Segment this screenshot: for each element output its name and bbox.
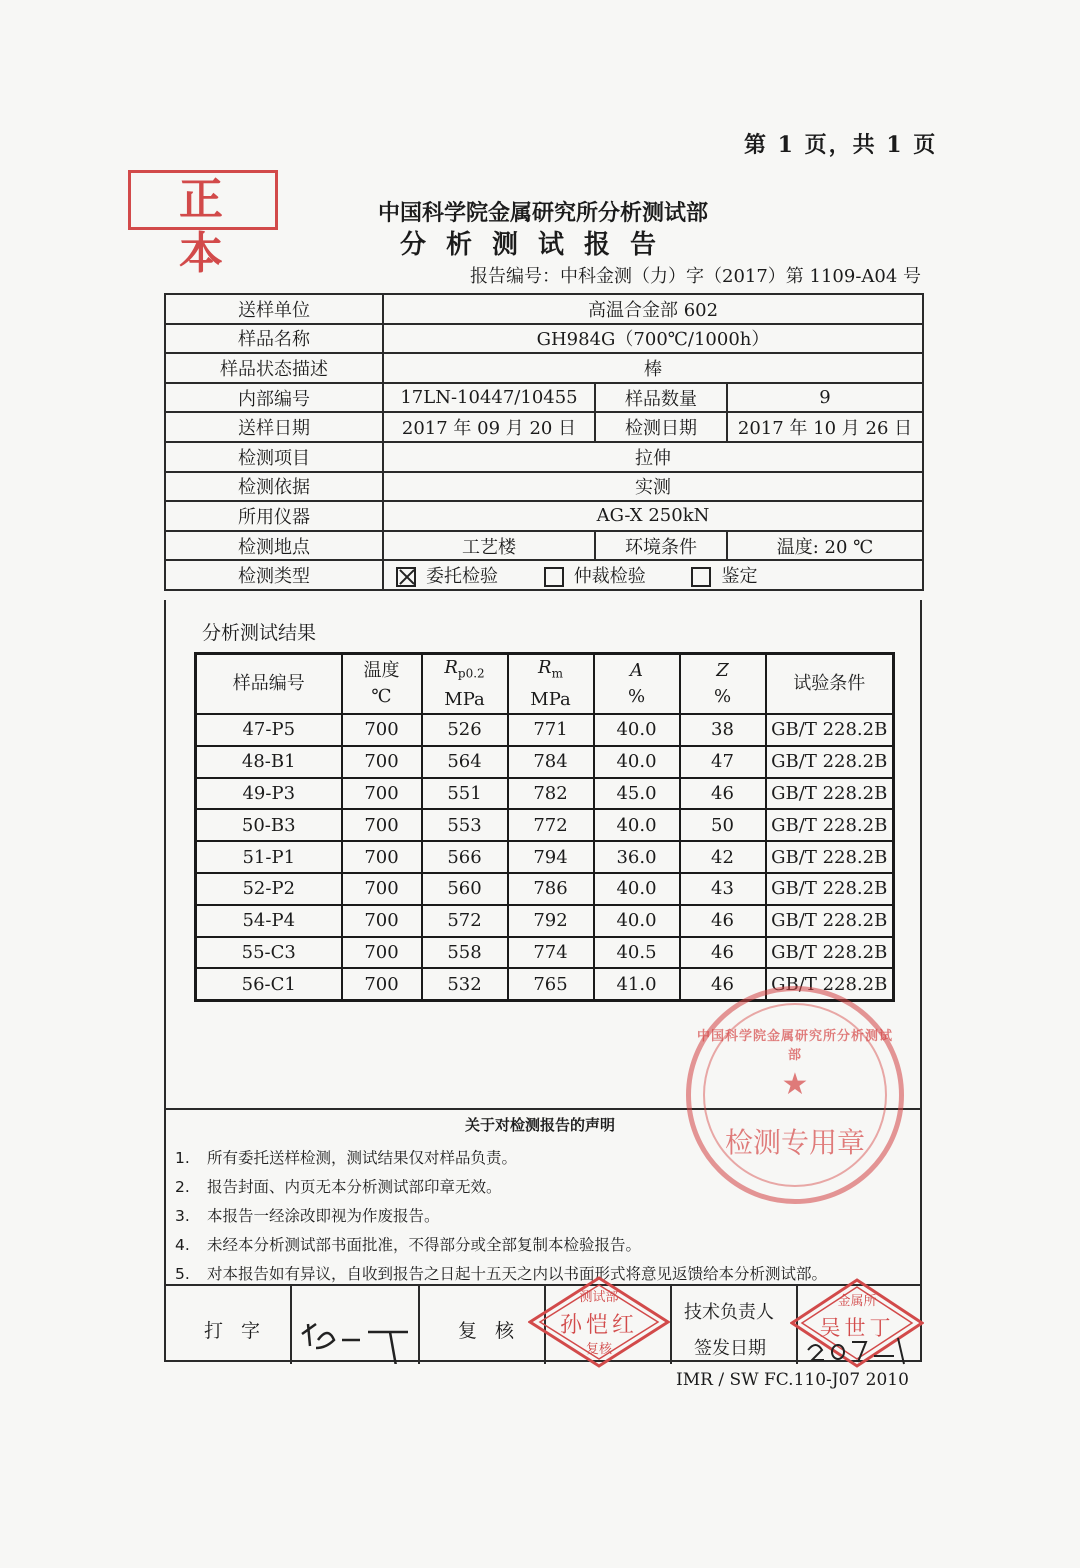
table-row <box>196 841 894 873</box>
header-rm: $R_m$ MPa <box>508 654 594 715</box>
table-row <box>196 809 894 841</box>
table-row <box>196 778 894 810</box>
table-cell: 50-B3 <box>196 809 342 841</box>
table-cell: 700 <box>342 746 422 778</box>
form-code: IMR / SW FC.110-J07 2010 <box>676 1370 909 1390</box>
sample-name-label: 样品名称 <box>165 324 383 354</box>
item-value: 拉伸 <box>383 442 923 472</box>
tech-lead-stamp <box>790 1278 924 1368</box>
table-cell: 49-P3 <box>196 778 342 810</box>
row-basis <box>165 472 923 502</box>
table-row <box>196 905 894 937</box>
table-cell: 765 <box>508 968 594 1000</box>
test-date-value: 2017 年 10 月 26 日 <box>727 412 923 442</box>
table-cell: GB/T 228.2B <box>766 809 894 841</box>
table-cell: 700 <box>342 873 422 905</box>
table-cell: 40.0 <box>594 905 680 937</box>
table-cell: 45.0 <box>594 778 680 810</box>
results-header-row <box>196 654 894 715</box>
table-cell: 700 <box>342 841 422 873</box>
table-cell: 700 <box>342 937 422 969</box>
table-cell: 700 <box>342 809 422 841</box>
declaration-item: 5. 对本报告如有异议，自收到报告之日起十五天之内以书面形式将意见返馈给本分析测试部。 <box>175 1265 828 1283</box>
tech-label: 技术负责人 <box>684 1302 774 1323</box>
table-cell: 40.0 <box>594 746 680 778</box>
table-cell: 46 <box>680 937 766 969</box>
header-rp02: $R_{p0.2}$ MPa <box>422 654 508 715</box>
report-number: 报告编号：中科金测（力）字（2017）第 1109-A04 号 <box>470 266 922 287</box>
row-state <box>165 353 923 383</box>
table-cell: GB/T 228.2B <box>766 841 894 873</box>
table-cell: GB/T 228.2B <box>766 714 894 746</box>
basis-label: 检测依据 <box>165 472 383 502</box>
table-cell: 794 <box>508 841 594 873</box>
issue-date-handwriting <box>804 1330 914 1366</box>
table-cell: 772 <box>508 809 594 841</box>
page-counter: 第 1 页，共 1 页 <box>744 132 938 158</box>
row-dates <box>165 412 923 442</box>
table-row <box>196 873 894 905</box>
env-label: 环境条件 <box>595 531 727 561</box>
typing-label: 打 字 <box>204 1320 267 1342</box>
table-cell: 42 <box>680 841 766 873</box>
seal-bottom-text: 检测专用章 <box>724 1126 865 1159</box>
table-cell: 51-P1 <box>196 841 342 873</box>
table-row <box>196 937 894 969</box>
type-label: 检测类型 <box>165 560 383 590</box>
original-copy-stamp: 正本 <box>128 170 278 230</box>
table-cell: 47-P5 <box>196 714 342 746</box>
header-test-condition: 试验条件 <box>766 654 894 715</box>
table-cell: 43 <box>680 873 766 905</box>
table-cell: 572 <box>422 905 508 937</box>
row-type <box>165 560 923 590</box>
table-cell: 786 <box>508 873 594 905</box>
checkbox-empty-icon <box>691 567 711 587</box>
table-cell: GB/T 228.2B <box>766 937 894 969</box>
stamp-name: 孙恺红 <box>559 1313 638 1338</box>
table-cell: GB/T 228.2B <box>766 968 894 1000</box>
row-sample-name <box>165 324 923 354</box>
table-cell: GB/T 228.2B <box>766 778 894 810</box>
table-cell: 40.5 <box>594 937 680 969</box>
table-cell: GB/T 228.2B <box>766 873 894 905</box>
type-option-label: 仲裁检验 <box>573 566 646 588</box>
table-cell: 792 <box>508 905 594 937</box>
table-cell: 36.0 <box>594 841 680 873</box>
table-cell: 558 <box>422 937 508 969</box>
table-cell: 551 <box>422 778 508 810</box>
reviewer-stamp <box>528 1276 670 1368</box>
typist-signature <box>290 1294 418 1364</box>
inspection-seal <box>686 986 904 1204</box>
declaration-item: 1. 所有委托送样检测，测试结果仅对样品负责。 <box>175 1149 518 1167</box>
table-cell: 532 <box>422 968 508 1000</box>
table-cell: 553 <box>422 809 508 841</box>
test-date-label: 检测日期 <box>595 412 727 442</box>
table-cell: 56-C1 <box>196 968 342 1000</box>
item-label: 检测项目 <box>165 442 383 472</box>
type-option-label: 委托检验 <box>426 566 498 588</box>
row-item <box>165 442 923 472</box>
stamp-bottom-text: 复核 <box>585 1342 612 1357</box>
location-value: 工艺楼 <box>383 531 595 561</box>
type-option-label: 鉴定 <box>721 566 758 588</box>
table-cell: 46 <box>680 905 766 937</box>
header-sample-no: 样品编号 <box>196 654 342 715</box>
institute-name: 中国科学院金属研究所分析测试部 <box>378 200 709 226</box>
sender-label: 送样单位 <box>165 294 383 324</box>
instrument-value: AG-X 250kN <box>383 501 923 531</box>
table-cell: 526 <box>422 714 508 746</box>
instrument-label: 所用仪器 <box>165 501 383 531</box>
table-cell: 48-B1 <box>196 746 342 778</box>
table-cell: 564 <box>422 746 508 778</box>
declaration-item: 3. 本报告一经涂改即视为作废报告。 <box>175 1207 440 1225</box>
header-reduction: Z % <box>680 654 766 715</box>
table-cell: GB/T 228.2B <box>766 746 894 778</box>
review-label: 复 核 <box>458 1320 521 1342</box>
table-cell: 55-C3 <box>196 937 342 969</box>
table-cell: 700 <box>342 714 422 746</box>
sender-value: 高温合金部 602 <box>383 294 923 324</box>
table-cell: 47 <box>680 746 766 778</box>
table-cell: 700 <box>342 905 422 937</box>
tech-label-cell <box>670 1286 798 1364</box>
qty-value: 9 <box>727 383 923 413</box>
issue-date-label: 签发日期 <box>694 1338 766 1359</box>
qty-label: 样品数量 <box>595 383 727 413</box>
location-label: 检测地点 <box>165 531 383 561</box>
table-cell: 54-P4 <box>196 905 342 937</box>
stamp-top-text: 金属所 <box>837 1294 877 1309</box>
typing-signature-cell <box>290 1286 420 1364</box>
table-cell: 566 <box>422 841 508 873</box>
row-instrument <box>165 501 923 531</box>
type-option-arbitration <box>544 562 646 588</box>
basis-value: 实测 <box>383 472 923 502</box>
type-option-entrusted <box>396 562 498 588</box>
type-options <box>383 560 923 590</box>
table-cell: 46 <box>680 778 766 810</box>
typing-label-cell <box>166 1286 292 1364</box>
sample-info-table <box>164 293 924 591</box>
report-title: 分析测试报告 <box>400 230 677 260</box>
review-label-cell <box>418 1286 546 1364</box>
header-temperature: 温度 ℃ <box>342 654 422 715</box>
table-cell: 784 <box>508 746 594 778</box>
table-row <box>196 746 894 778</box>
table-cell: 40.0 <box>594 714 680 746</box>
checkbox-empty-icon <box>544 567 564 587</box>
state-label: 样品状态描述 <box>165 353 383 383</box>
results-caption: 分析测试结果 <box>202 622 317 644</box>
declaration-title: 关于对检测报告的声明 <box>464 1116 615 1134</box>
table-cell: 782 <box>508 778 594 810</box>
table-cell: 38 <box>680 714 766 746</box>
table-cell: 560 <box>422 873 508 905</box>
row-internal-no <box>165 383 923 413</box>
table-cell: GB/T 228.2B <box>766 905 894 937</box>
table-row <box>196 714 894 746</box>
table-cell: 771 <box>508 714 594 746</box>
table-cell: 40.0 <box>594 873 680 905</box>
table-cell: 40.0 <box>594 809 680 841</box>
state-value: 棒 <box>383 353 923 383</box>
sample-name-value: GH984G（700℃/1000h） <box>383 324 923 354</box>
header-elongation: A % <box>594 654 680 715</box>
stamp-name: 吴世丁 <box>819 1316 895 1340</box>
table-cell: 41.0 <box>594 968 680 1000</box>
table-cell: 46 <box>680 968 766 1000</box>
table-cell: 774 <box>508 937 594 969</box>
table-cell: 700 <box>342 968 422 1000</box>
declaration-item: 2. 报告封面、内页无本分析测试部印章无效。 <box>175 1178 502 1196</box>
stamp-top-text: 测试部 <box>579 1290 619 1305</box>
table-cell: 700 <box>342 778 422 810</box>
env-value: 温度: 20 ℃ <box>727 531 923 561</box>
send-date-label: 送样日期 <box>165 412 383 442</box>
type-option-appraisal <box>691 562 757 588</box>
row-sender <box>165 294 923 324</box>
declaration-item: 4. 未经本分析测试部书面批准，不得部分或全部复制本检验报告。 <box>175 1236 642 1254</box>
seal-arc-text: 中国科学院金属研究所分析测试部 <box>696 1029 893 1063</box>
table-cell: 50 <box>680 809 766 841</box>
results-table <box>194 652 895 1002</box>
seal-star-icon: ★ <box>781 1067 809 1102</box>
send-date-value: 2017 年 09 月 20 日 <box>383 412 595 442</box>
row-location <box>165 531 923 561</box>
checkbox-checked-icon <box>396 567 416 587</box>
internal-no-value: 17LN-10447/10455 <box>383 383 595 413</box>
internal-no-label: 内部编号 <box>165 383 383 413</box>
table-cell: 52-P2 <box>196 873 342 905</box>
